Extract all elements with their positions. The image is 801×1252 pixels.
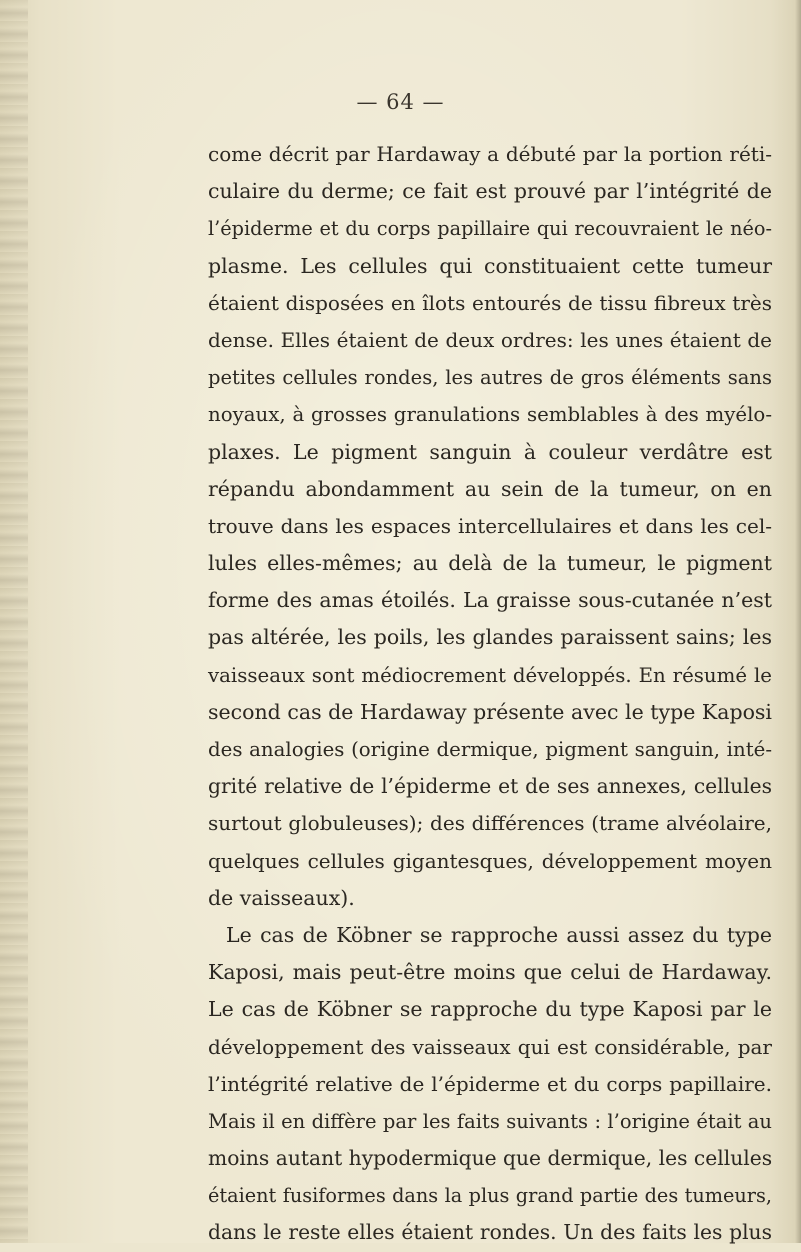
- text-line: pas altérée, les poils, les glandes paraissent sains; les: [208, 625, 772, 650]
- paragraph-end-line: de vaisseaux).: [208, 885, 355, 910]
- text-line: moins autant hypodermique que dermique, les cellules: [208, 1146, 773, 1171]
- text-line: l’intégrité relative de l’épiderme et du corps papillaire.: [208, 1071, 772, 1096]
- text-line: vaisseaux sont médiocrement développés. En résumé le: [208, 663, 772, 687]
- text-line: dense. Elles étaient de deux ordres: les unes étaient de: [208, 327, 772, 352]
- page-right-edge: [795, 0, 801, 1243]
- text-line: second cas de Hardaway présente avec le type Kaposi: [208, 699, 772, 724]
- text-line: forme des amas étoilés. La graisse sous-cutanée n’est: [208, 588, 772, 613]
- text-line: développement des vaisseaux qui est considérable, par: [208, 1034, 772, 1059]
- text-line: culaire du derme; ce fait est prouvé par l’intégrité de: [208, 179, 772, 204]
- page-binding-edge: [0, 0, 28, 1243]
- text-line: trouve dans les espaces intercellulaires et dans les cel-: [208, 513, 772, 538]
- text-line: surtout globuleuses); des différences (trame alvéolaire,: [208, 811, 772, 836]
- text-line: répandu abondamment au sein de la tumeur, on en: [208, 476, 772, 501]
- text-line: plasme. Les cellules qui constituaient cette tumeur: [208, 253, 772, 278]
- paragraph-start-line: Le cas de Köbner se rapproche aussi assez du type: [226, 922, 772, 947]
- text-line: petites cellules rondes, les autres de gros éléments sans: [208, 366, 772, 390]
- text-line: lules elles-mêmes; au delà de la tumeur, le pigment: [208, 551, 772, 576]
- text-line: noyaux, à grosses granulations semblables à des myélo-: [208, 403, 772, 427]
- text-line: l’épiderme et du corps papillaire qui recouvraient le néo-: [208, 217, 772, 241]
- text-line: étaient disposées en îlots entourés de tissu fibreux très: [208, 290, 772, 315]
- text-line: étaient fusiformes dans la plus grand partie des tumeurs,: [208, 1184, 772, 1208]
- text-line: dans le reste elles étaient rondes. Un des faits les plus: [208, 1220, 772, 1245]
- text-line: Le cas de Köbner se rapproche du type Kaposi par le: [208, 997, 772, 1022]
- text-line: Kaposi, mais peut-être moins que celui de Hardaway.: [208, 960, 772, 985]
- text-line: plaxes. Le pigment sanguin à couleur verdâtre est: [208, 439, 772, 464]
- text-line: Mais il en diffère par les faits suivants : l’origine était au: [208, 1109, 772, 1133]
- page-number: — 64 —: [356, 90, 445, 114]
- text-line: grité relative de l’épiderme et de ses annexes, cellules: [208, 774, 772, 799]
- text-line: quelques cellules gigantesques, développement moyen: [208, 848, 772, 873]
- text-line: des analogies (origine dermique, pigment sanguin, inté-: [208, 738, 772, 761]
- text-line: come décrit par Hardaway a débuté par la portion réti-: [208, 142, 772, 166]
- body-text: [208, 136, 772, 1252]
